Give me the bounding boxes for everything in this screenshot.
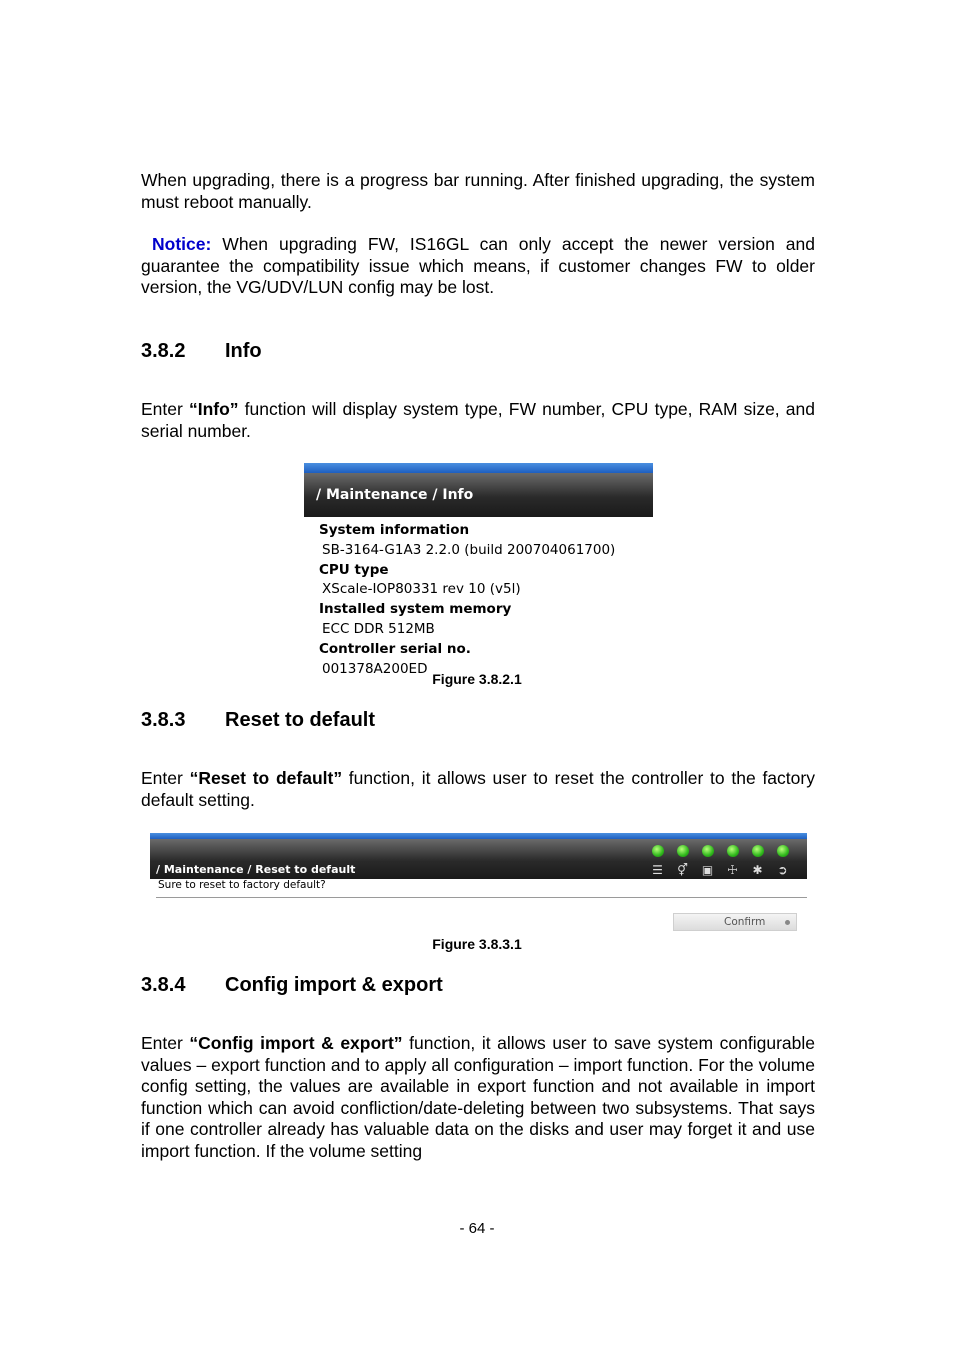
section-heading-reset: [141, 709, 375, 732]
ups-icon: ☩: [727, 863, 738, 877]
info-value: SB-3164-G1A3 2.2.0 (build 200704061700): [322, 541, 616, 558]
disk-stack-icon: ☰: [652, 863, 663, 877]
led-dot: [752, 845, 764, 857]
info-paragraph: [141, 399, 815, 442]
notice-paragraph: [141, 234, 815, 299]
status-icon: ➲: [777, 863, 788, 877]
breadcrumb: / Maintenance / Info: [304, 473, 653, 517]
section-title: Info: [225, 340, 262, 362]
led-dot: [727, 845, 739, 857]
divider: [156, 897, 807, 898]
header-bar: [150, 839, 807, 879]
text-span: Enter: [141, 1033, 190, 1053]
section-number: 3.8.3: [141, 709, 186, 731]
section-number: 3.8.2: [141, 340, 186, 362]
led-dot: [777, 845, 789, 857]
status-led[interactable]: [720, 845, 745, 877]
led-dot: [677, 845, 689, 857]
confirm-button[interactable]: [673, 913, 797, 931]
reset-screenshot: [150, 833, 807, 933]
text-span: Enter: [141, 399, 189, 419]
info-label: Controller serial no.: [319, 640, 471, 657]
section-heading-info: [141, 340, 262, 363]
top-bar: [304, 463, 653, 473]
info-label: System information: [319, 522, 470, 538]
breadcrumb: / Maintenance / Reset to default: [156, 863, 356, 876]
text-span: function will display system type, FW number, CPU type, RAM size, and serial number.: [141, 399, 815, 441]
confirm-label: Confirm: [724, 916, 766, 928]
function-name: “Reset to default”: [189, 768, 343, 788]
bullet-icon: [785, 920, 790, 925]
section-heading-config: [141, 974, 443, 997]
status-led[interactable]: [695, 845, 720, 877]
power-supply-icon: ▣: [701, 863, 714, 877]
info-list: [304, 517, 653, 673]
fan-icon: ✱: [752, 863, 763, 877]
upgrade-paragraph: When upgrading, there is a progress bar running. After finished upgrading, the system must reboot manually.: [141, 170, 815, 212]
reset-question: Sure to reset to factory default?: [158, 879, 326, 891]
figure-caption: Figure 3.8.3.1: [432, 936, 522, 952]
config-paragraph: [141, 1033, 815, 1162]
status-led[interactable]: [645, 845, 670, 877]
status-led[interactable]: [670, 845, 695, 877]
page-number: - 64 -: [459, 1220, 495, 1237]
led-dot: [652, 845, 664, 857]
info-screenshot: [304, 463, 653, 673]
figure-caption: Figure 3.8.2.1: [432, 671, 522, 687]
function-name: “Info”: [188, 399, 239, 419]
notice-text: When upgrading FW, IS16GL can only accept the newer version and guarantee the compatibility issue which means, if customer changes FW to older version, the VG/UDV/LUN config may be lost.: [141, 234, 815, 297]
text-span: Enter: [141, 768, 190, 788]
info-label: Installed system memory: [319, 601, 512, 618]
status-led[interactable]: [770, 845, 795, 877]
section-title: Reset to default: [225, 709, 376, 731]
status-leds: [645, 845, 795, 877]
info-label: CPU type: [319, 561, 389, 578]
info-value: 001378A200ED: [322, 660, 428, 673]
notice-label: Notice:: [152, 234, 212, 254]
info-value: XScale-IOP80331 rev 10 (v5l): [322, 581, 521, 598]
text-span: function, it allows user to reset the controller to the factory default setting.: [141, 768, 815, 810]
led-dot: [702, 845, 714, 857]
function-name: “Config import & export”: [189, 1033, 403, 1053]
section-title: Config import & export: [225, 974, 443, 996]
status-led[interactable]: [745, 845, 770, 877]
section-number: 3.8.4: [141, 974, 186, 996]
info-value: ECC DDR 512MB: [322, 620, 435, 637]
temperature-icon: ⚥: [677, 863, 688, 877]
text-span: function, it allows user to save system configurable values – export function and to apply all configuration – import function. For the volume config setting, the values are available in export function and not available in import function which can avoid confliction/date-deleting between two subsystems. That says if one controller already has valuable data on the disks and user may forget it and use import function. If the volume setting: [141, 1033, 815, 1161]
reset-paragraph: [141, 768, 815, 811]
